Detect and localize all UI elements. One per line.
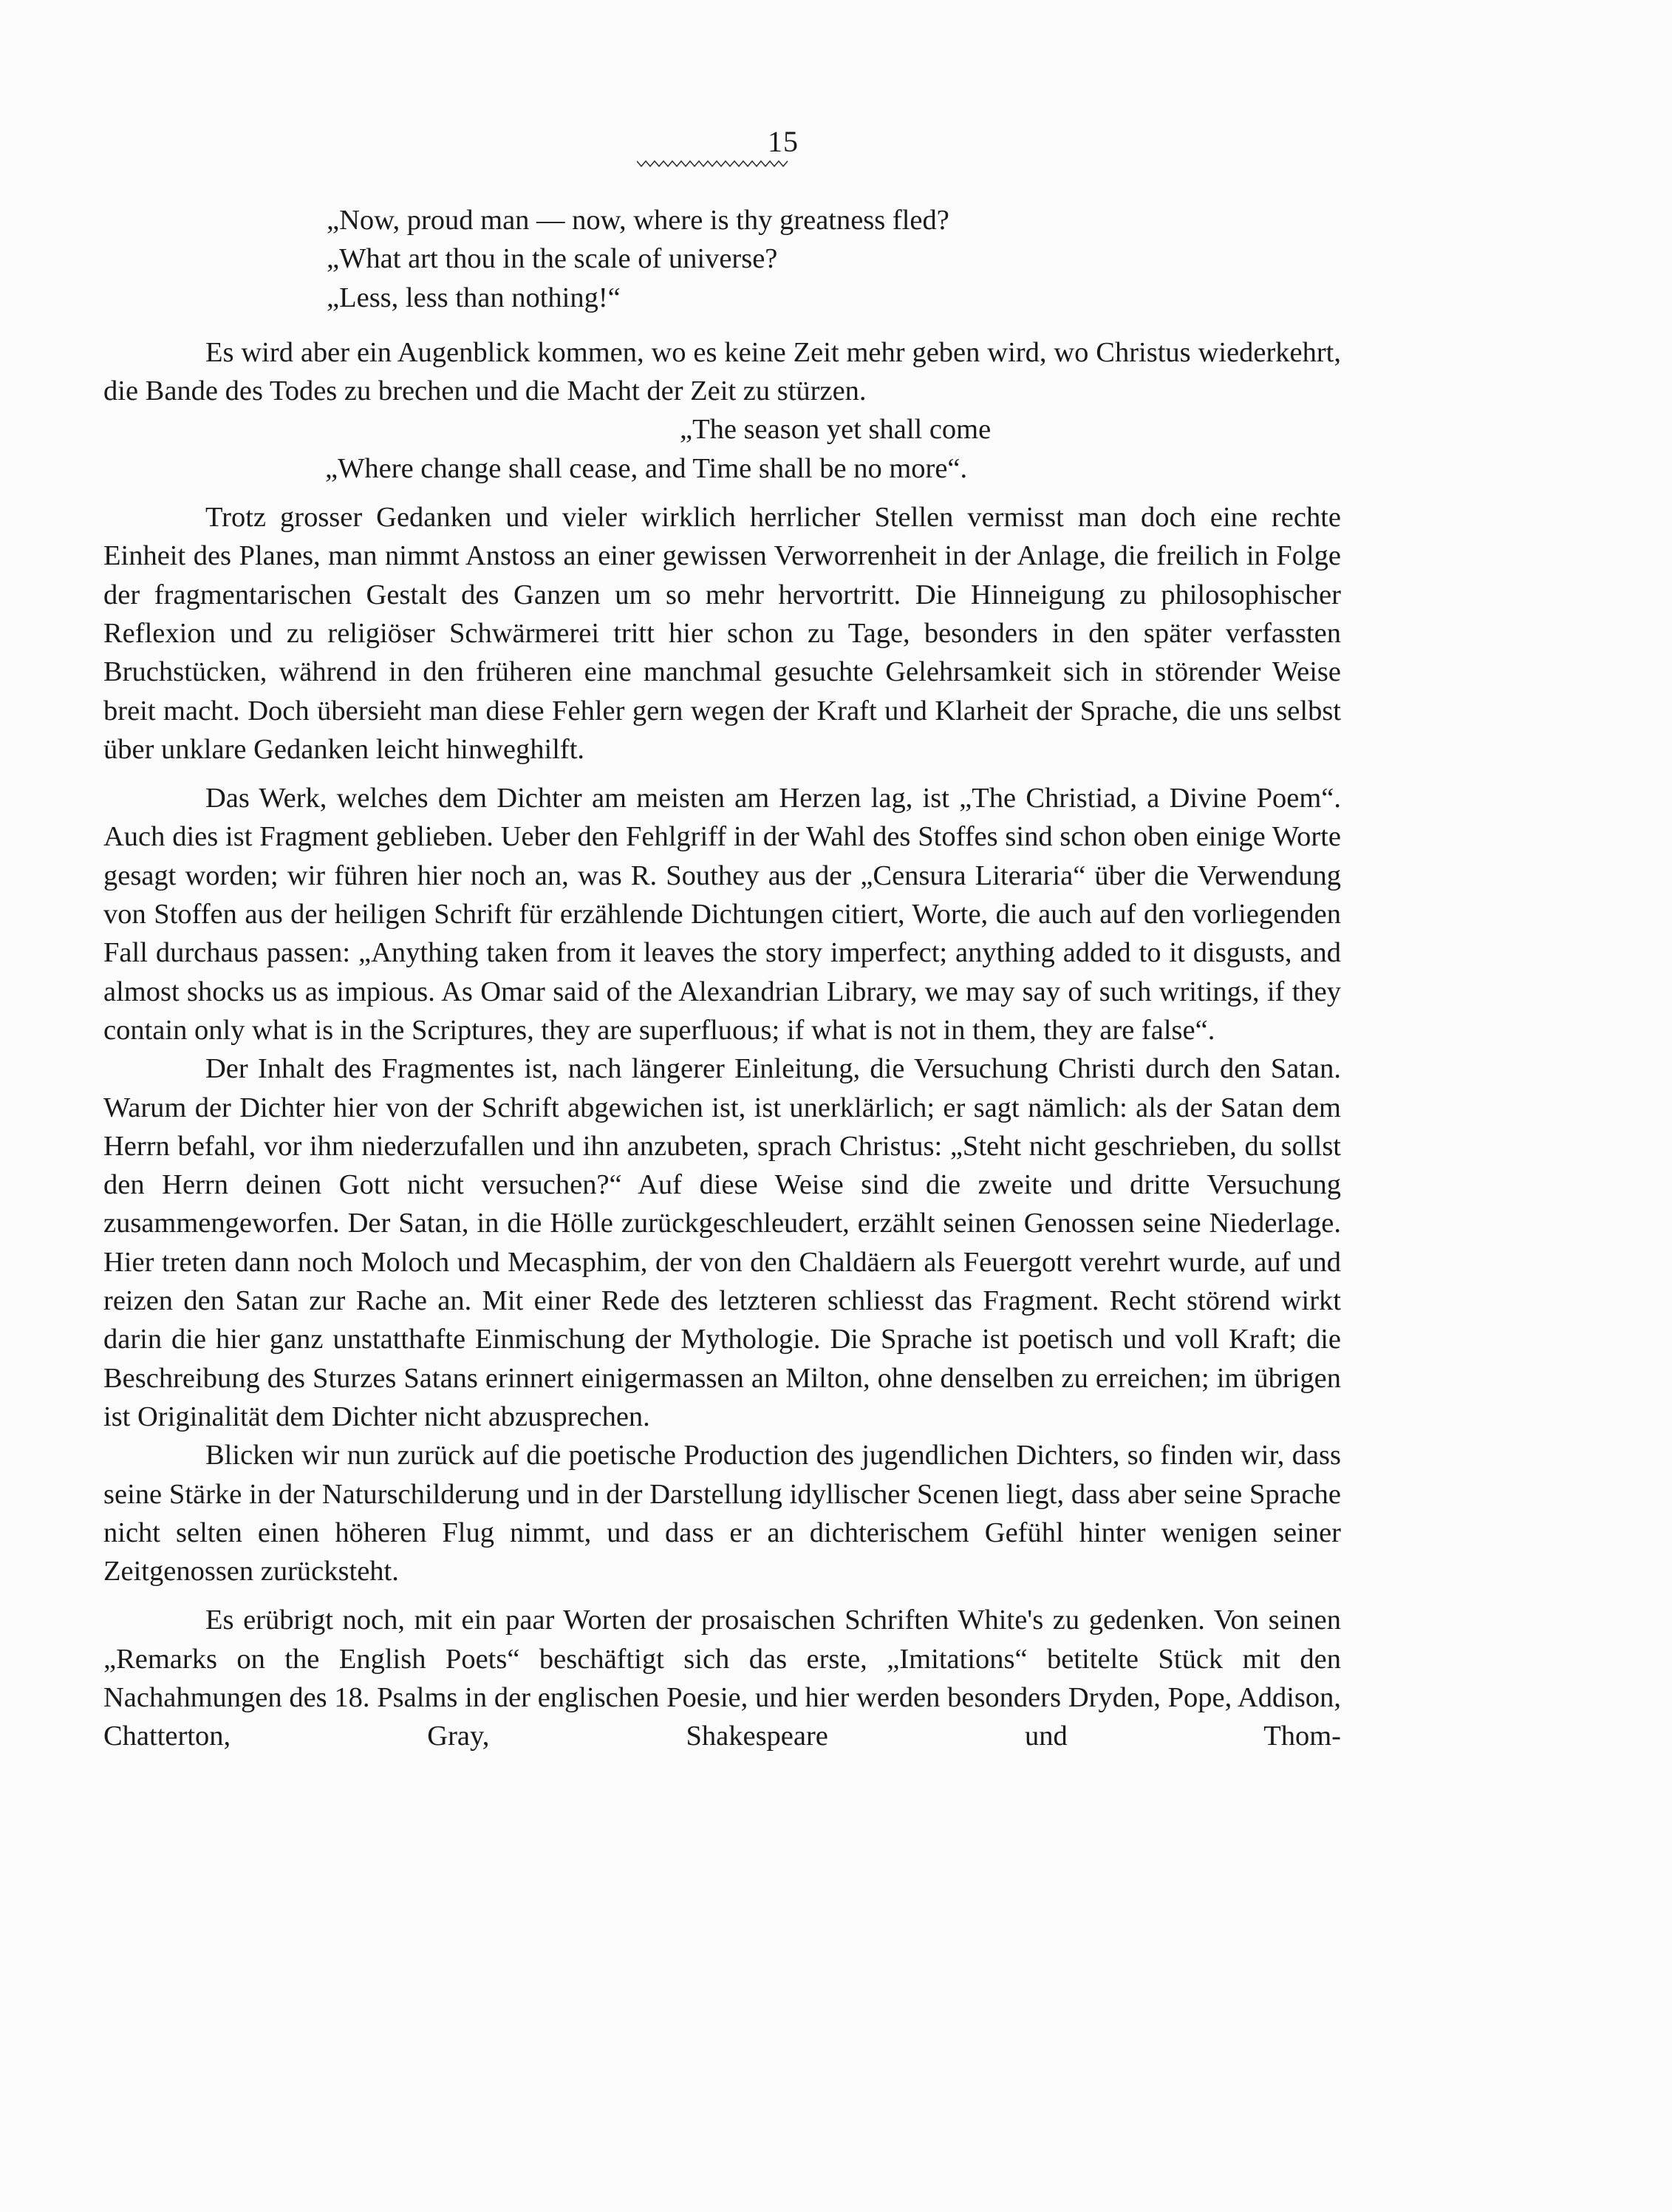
paragraph-5: Blicken wir nun zurück auf die poetische Production des jugendlichen Dichters, so finden wir, dass seine Stärke in der Naturschilderung und in der Darstellung idyllischer Scenen liegt, dass aber seine Sprache nicht selten einen höheren Flug nimmt, und dass er an dichterischem Gefühl hinter wenigen seiner Zeitgenossen zurücksteht. — [103, 1440, 1341, 1587]
verse-line: „The season yet shall come — [680, 414, 992, 446]
verse-line: „Now, proud man — now, where is thy greatness fled? — [327, 205, 949, 236]
verse-line: „Where change shall cease, and Time shall be no more“. — [325, 452, 968, 484]
verse-quote-1 — [103, 201, 1341, 317]
verse-quote-2 — [103, 410, 1341, 488]
verse-line: „Less, less than nothing!“ — [327, 282, 621, 313]
wavy-rule-ornament — [637, 158, 789, 169]
verse-line: „What art thou in the scale of universe? — [327, 243, 778, 275]
page-number: 15 — [768, 125, 799, 158]
paragraph-3: Das Werk, welches dem Dichter am meisten am Herzen lag, ist „The Christiad, a Divine Poem“. Auch dies ist Fragment geblieben. Ueber den Fehlgriff in der Wahl des Stoffes sind schon oben einige Worte gesagt worden; wir führen hier noch an, was R. Southey aus der „Censura Literaria“ über die Verwendung von Stoffen aus der heiligen Schrift für erzählende Dichtungen citiert, Worte, die auch auf den vorliegenden Fall durchaus passen: „Anything taken from it leaves the story imperfect; anything added to it disgusts, and almost shocks us as impious. As Omar said of the Alexandrian Library, we may say of such writings, if they contain only what is in the Scriptures, they are superfluous; if what is not in them, they are false“. — [103, 783, 1341, 1046]
paragraph-2: Trotz grosser Gedanken und vieler wirklich herrlicher Stellen vermisst man doch eine rechte Einheit des Planes, man nimmt Anstoss an einer gewissen Verworrenheit in der Anlage, die freilich in Folge der fragmentarischen Gestalt des Ganzen um so mehr hervortritt. Die Hinneigung zu philosophischer Reflexion und zu religiöser Schwärmerei tritt hier schon zu Tage, besonders in den später verfassten Bruchstücken, während in den früheren eine manchmal gesuchte Gelehrsamkeit sich in störender Weise breit macht. Doch übersieht man diese Fehler gern wegen der Kraft und Klarheit der Sprache, die uns selbst über unklare Gedanken leicht hinweghilft. — [103, 502, 1341, 765]
paragraph-1: Es wird aber ein Augenblick kommen, wo es keine Zeit mehr geben wird, wo Christus wiederkehrt, die Bande des Todes zu brechen und die Macht der Zeit zu stürzen. — [103, 336, 1341, 407]
paragraph-6: Es erübrigt noch, mit ein paar Worten der prosaischen Schriften White's zu gedenken. Von seinen „Remarks on the English Poets“ beschäftigt sich das erste, „Imitations“ betitelte Stück mit den Nachahmungen des 18. Psalms in der englischen Poesie, und hier werden besonders Dryden, Pope, Addison, Chatterton, Gray, Shakespeare und Thom- — [103, 1604, 1341, 1752]
paragraph-4: Der Inhalt des Fragmentes ist, nach längerer Einleitung, die Versuchung Christi durch den Satan. Warum der Dichter hier von der Schrift abgewichen ist, ist unerklärlich; er sagt nämlich: als der Satan dem Herrn befahl, vor ihm niederzufallen und ihn anzubeten, sprach Christus: „Steht nicht geschrieben, du sollst den Herrn deinen Gott nicht versuchen?“ Auf diese Weise sind die zweite und dritte Versuchung zusammengeworfen. Der Satan, in die Hölle zurückgeschleudert, erzählt seinen Genossen seine Niederlage. Hier treten dann noch Moloch und Mecasphim, der von den Chaldäern als Feuergott verehrt wurde, auf und reizen den Satan zur Rache an. Mit einer Rede des letzteren schliesst das Fragment. Recht störend wirkt darin die hier ganz unstatthafte Einmischung der Mythologie. Die Sprache ist poetisch und voll Kraft; die Beschreibung des Sturzes Satans erinnert einigermassen an Milton, ohne denselben zu erreichen; im übrigen ist Originalität dem Dichter nicht abzusprechen. — [103, 1053, 1341, 1432]
page-body — [103, 201, 1341, 1756]
